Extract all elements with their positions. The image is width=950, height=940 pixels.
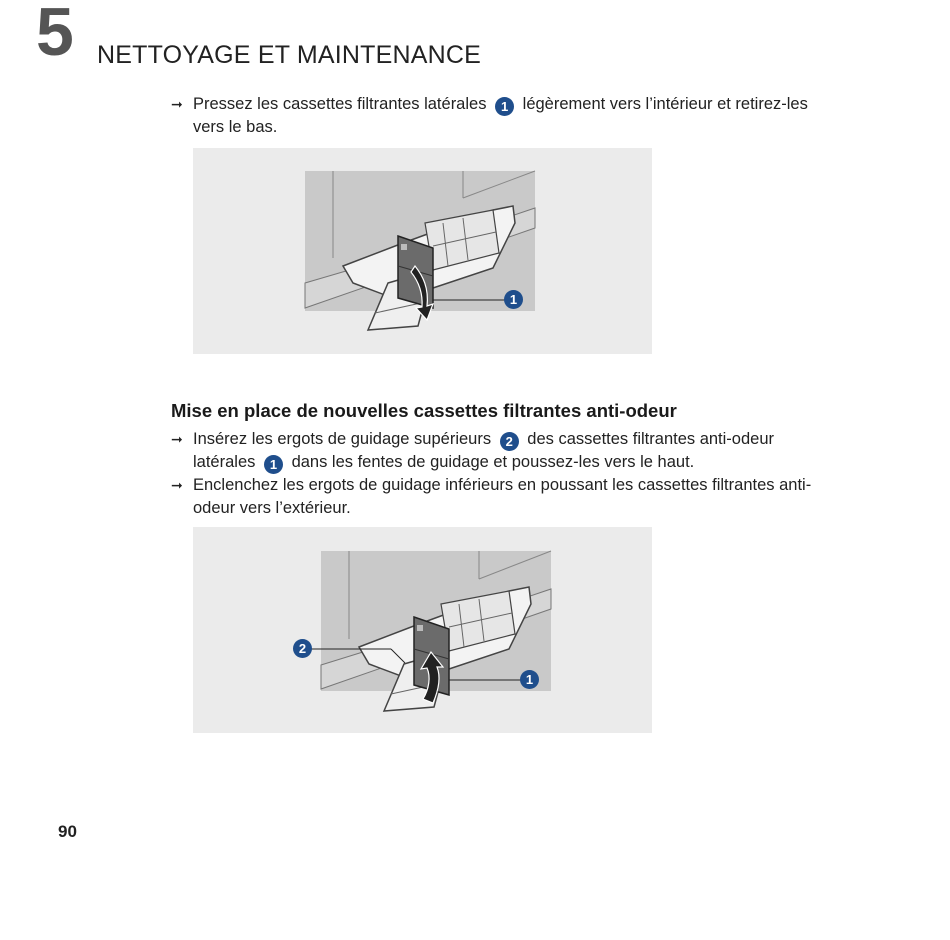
section-heading: Mise en place de nouvelles cassettes filtrantes anti-odeur bbox=[171, 400, 677, 421]
instruction-text bbox=[193, 428, 831, 474]
callout-badge-2: 2 bbox=[293, 639, 312, 658]
instruction-step-1 bbox=[171, 93, 831, 139]
text-part: dans les fentes de guidage et poussez-les vers le haut. bbox=[291, 453, 695, 471]
callout-badge-1: 1 bbox=[520, 670, 539, 689]
callout-badge-2: 2 bbox=[500, 432, 519, 451]
callout-badge-1: 1 bbox=[504, 290, 523, 309]
right-arrow-icon: ➞ bbox=[171, 477, 183, 493]
page-number: 90 bbox=[58, 822, 77, 841]
instruction-step-3 bbox=[171, 474, 831, 520]
filter-removal-drawing bbox=[193, 148, 652, 354]
text-part: Insérez les ergots de guidage supérieurs bbox=[193, 430, 492, 448]
instruction-text bbox=[193, 93, 831, 139]
filter-insertion-drawing bbox=[193, 527, 652, 733]
instruction-step-2 bbox=[171, 428, 831, 474]
instruction-text: Enclenchez les ergots de guidage inférieurs en poussant les cassettes filtrantes anti-odeur vers l’extérieur. bbox=[193, 476, 812, 517]
text-part: des cassettes filtrantes anti-odeur latérales bbox=[193, 430, 775, 471]
text-part: légèrement vers l’intérieur et retirez-les vers le bas. bbox=[193, 95, 808, 136]
illustration-remove-filter bbox=[193, 148, 652, 354]
chapter-title: NETTOYAGE ET MAINTENANCE bbox=[97, 41, 482, 69]
right-arrow-icon: ➞ bbox=[171, 96, 183, 112]
text-part: Pressez les cassettes filtrantes latérales bbox=[193, 95, 487, 113]
callout-badge-1: 1 bbox=[264, 455, 283, 474]
callout-badge-1: 1 bbox=[495, 97, 514, 116]
right-arrow-icon: ➞ bbox=[171, 431, 183, 447]
chapter-number: 5 bbox=[36, 0, 74, 70]
illustration-insert-filter bbox=[193, 527, 652, 733]
